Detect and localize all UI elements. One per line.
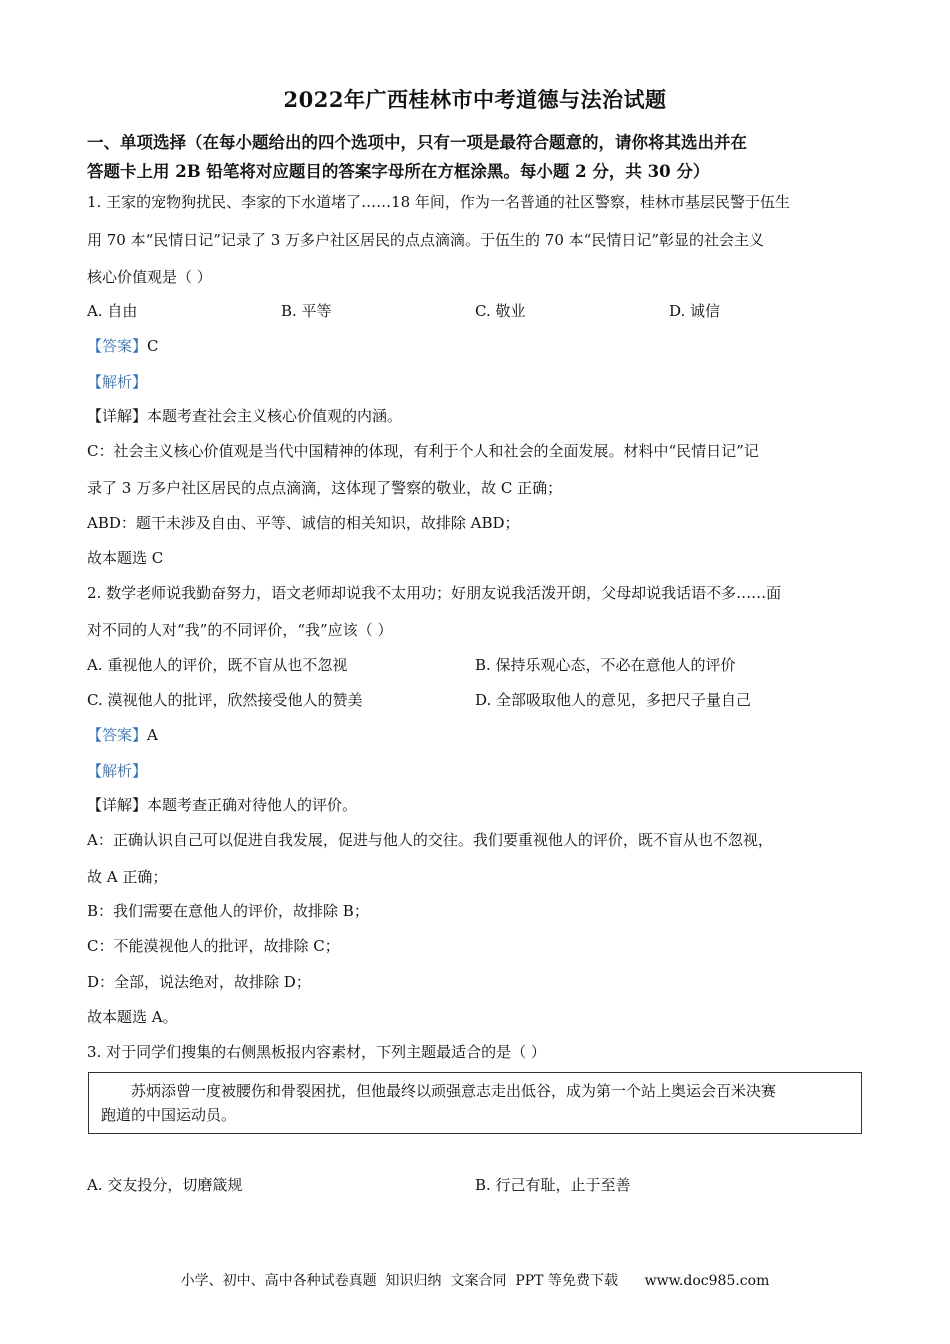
q1-option-b: B. 平等: [281, 302, 332, 320]
q2-detail-tag: 【详解】: [87, 796, 148, 814]
section-heading-line-2: 答题卡上用 2B 铅笔将对应题目的答案字母所在方框涂黑。每小题 2 分，共 30 分）: [87, 162, 710, 181]
q3-option-a: A. 交友投分，切磨箴规: [87, 1176, 243, 1194]
q2-stem-line-2: 对不同的人对“我”的不同评价，“我”应该（ ）: [87, 621, 393, 639]
q2-analysis-tag: 【解析】: [87, 762, 148, 780]
q1-answer-value: C: [147, 337, 159, 355]
q2-detail-text: 本题考查正确对待他人的评价。: [147, 796, 358, 814]
q1-answer: [87, 335, 159, 357]
q1-stem-line-2: 用 70 本“民情日记”记录了 3 万多户社区居民的点点滴滴。于伍生的 70 本“民情日记”彰显的社会主义: [87, 231, 765, 249]
q2-detail: [87, 794, 357, 816]
q2-conclusion: 故本题选 A。: [87, 1008, 178, 1026]
q3-option-b: B. 行己有耻，止于至善: [475, 1176, 631, 1194]
q1-option-c: C. 敬业: [475, 302, 526, 320]
q1-explain-line-1: C：社会主义核心价值观是当代中国精神的体现，有利于个人和社会的全面发展。材料中“民情日记”记: [87, 442, 759, 460]
section-heading: [87, 128, 867, 186]
q2-explain-line-5: D：全部，说法绝对，故排除 D；: [87, 973, 311, 991]
q1-conclusion: 故本题选 C: [87, 549, 164, 567]
q2-answer-value: A: [147, 726, 158, 744]
q2-explain-line-2: 故 A 正确；: [87, 868, 168, 886]
q1-detail-tag: 【详解】: [87, 407, 148, 425]
q1-explain-line-3: ABD：题干未涉及自由、平等、诚信的相关知识，故排除 ABD；: [87, 514, 520, 532]
q2-option-d: D. 全部吸取他人的意见，多把尺子量自己: [475, 691, 752, 709]
q2-stem-line-1: 2. 数学老师说我勤奋努力，语文老师却说我不太用功；好朋友说我活泼开朗，父母却说我话语不多……面: [87, 584, 782, 602]
q3-material-line-1: 苏炳添曾一度被腰伤和骨裂困扰，但他最终以顽强意志走出低谷，成为第一个站上奥运会百米决赛: [131, 1082, 777, 1100]
q2-option-b: B. 保持乐观心态，不必在意他人的评价: [475, 656, 736, 674]
q2-option-c: C. 漠视他人的批评，欣然接受他人的赞美: [87, 691, 363, 709]
q2-answer-tag: 【答案】: [87, 726, 148, 744]
q2-explain-line-4: C：不能漠视他人的批评，故排除 C；: [87, 937, 340, 955]
q1-option-d: D. 诚信: [669, 302, 721, 320]
q1-option-a: A. 自由: [87, 302, 138, 320]
q2-answer: [87, 724, 158, 746]
q1-detail-text: 本题考查社会主义核心价值观的内涵。: [147, 407, 403, 425]
q2-explain-line-3: B：我们需要在意他人的评价，故排除 B；: [87, 902, 369, 920]
section-heading-line-1: 一、单项选择（在每小题给出的四个选项中，只有一项是最符合题意的，请你将其选出并在: [87, 133, 747, 152]
q1-answer-tag: 【答案】: [87, 337, 148, 355]
q3-material-line-2: 跑道的中国运动员。: [101, 1106, 237, 1124]
q1-stem-line-3: 核心价值观是（ ）: [87, 268, 212, 286]
q1-analysis-tag: 【解析】: [87, 373, 148, 391]
q1-explain-line-2: 录了 3 万多户社区居民的点点滴滴，这体现了警察的敬业，故 C 正确；: [87, 479, 563, 497]
page-footer: 小学、初中、高中各种试卷真题 知识归纳 文案合同 PPT 等免费下载 www.doc985.com: [180, 1273, 770, 1289]
q1-detail: [87, 405, 402, 427]
q3-material-box: [88, 1072, 862, 1134]
q2-explain-line-1: A：正确认识自己可以促进自我发展，促进与他人的交往。我们要重视他人的评价，既不盲从也不忽视，: [87, 831, 773, 849]
q1-stem-line-1: 1. 王家的宠物狗扰民、李家的下水道堵了……18 年间，作为一名普通的社区警察，桂林市基层民警于伍生: [87, 193, 790, 211]
page-title: 2022年广西桂林市中考道德与法治试题: [283, 87, 667, 112]
q2-option-a: A. 重视他人的评价，既不盲从也不忽视: [87, 656, 348, 674]
q3-stem: 3. 对于同学们搜集的右侧黑板报内容素材，下列主题最适合的是（ ）: [87, 1043, 546, 1061]
